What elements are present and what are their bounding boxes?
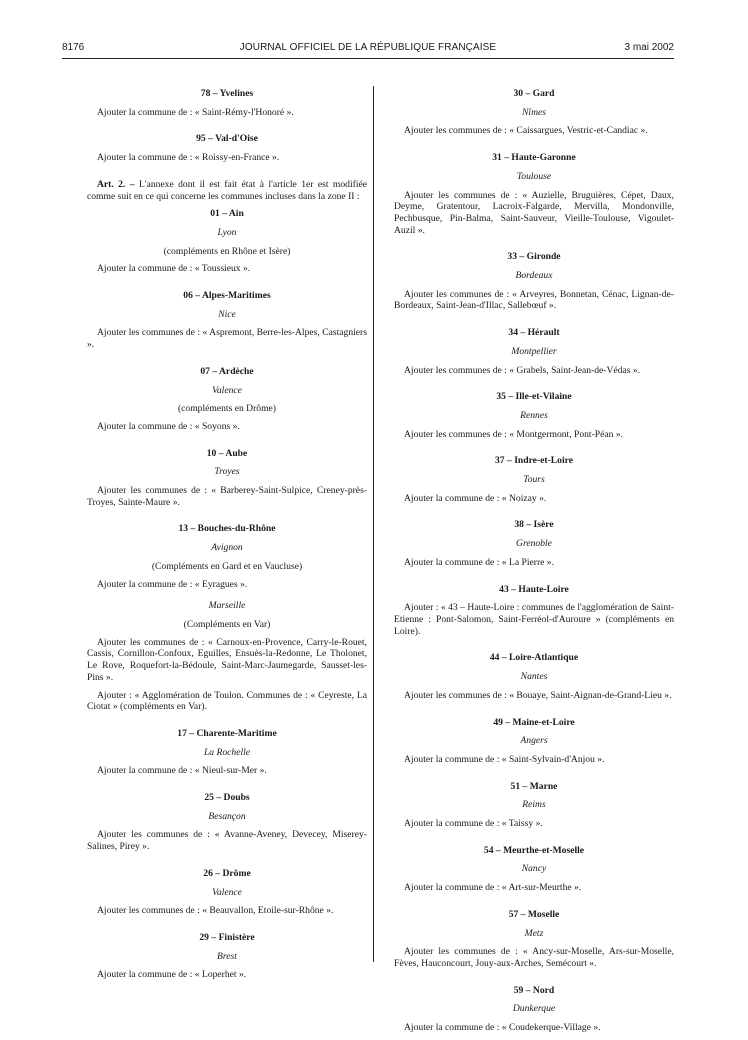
commune-paragraph: Ajouter la commune de : « Nieul-sur-Mer ». bbox=[97, 765, 267, 777]
section-gap bbox=[394, 708, 674, 717]
department-heading: 95 – Val-d'Oise bbox=[196, 133, 258, 145]
commune-paragraph: Ajouter les communes de : « Auzielle, Bruguières, Cépet, Daux, Deyme, Gratentour, Lacroix-Falgarde, Mervilla, Mondonville, Pechbusque, Pin-Balma, Saint-Sauveur, Vieille-Toulouse, Vigoulet-Auzil ». bbox=[394, 189, 674, 236]
column-divider bbox=[373, 86, 374, 962]
section-gap bbox=[87, 357, 367, 366]
city-name: Tours bbox=[523, 474, 545, 486]
city-name: Avignon bbox=[211, 542, 243, 554]
section-gap bbox=[394, 772, 674, 781]
department-heading: 26 – Drôme bbox=[203, 867, 251, 879]
city-name: Marseille bbox=[208, 600, 246, 612]
section-gap bbox=[394, 382, 674, 391]
section-gap bbox=[87, 281, 367, 290]
section-gap bbox=[87, 783, 367, 792]
department-section bbox=[394, 584, 674, 638]
department-section bbox=[87, 792, 367, 853]
complement-note: (compléments en Rhône et Isère) bbox=[163, 245, 291, 257]
department-section bbox=[394, 909, 674, 970]
commune-paragraph: Ajouter les communes de : « Avanne-Aveney, Devecey, Miserey-Salines, Pirey ». bbox=[87, 829, 367, 853]
department-section bbox=[87, 523, 367, 712]
city-name: La Rochelle bbox=[203, 746, 251, 758]
department-section bbox=[394, 519, 674, 568]
department-heading: 38 – Isère bbox=[514, 519, 554, 531]
city-name: Valence bbox=[212, 886, 242, 898]
department-section bbox=[394, 327, 674, 376]
complement-note: (Compléments en Gard et en Vaucluse) bbox=[151, 560, 303, 572]
page-header bbox=[62, 42, 674, 56]
department-section bbox=[394, 652, 674, 701]
section-gap bbox=[394, 143, 674, 152]
city-name: Nîmes bbox=[522, 106, 546, 118]
section-gap bbox=[87, 719, 367, 728]
city-name: Montpellier bbox=[511, 345, 557, 357]
section-gap bbox=[394, 318, 674, 327]
commune-paragraph: Ajouter les communes de : « Bouaye, Saint-Aignan-de-Grand-Lieu ». bbox=[404, 689, 672, 701]
commune-paragraph: Ajouter les communes de : « Montgermont, Pont-Péan ». bbox=[404, 428, 624, 440]
department-section bbox=[87, 728, 367, 777]
commune-paragraph: Ajouter la commune de : « Saint-Rémy-l'Honoré ». bbox=[97, 106, 294, 118]
section-gap bbox=[394, 900, 674, 909]
right-column bbox=[394, 88, 674, 1040]
department-section bbox=[87, 448, 367, 509]
department-section bbox=[394, 251, 674, 312]
left-column bbox=[87, 88, 367, 987]
city-name: Grenoble bbox=[516, 538, 552, 550]
section-gap bbox=[394, 510, 674, 519]
city-name: Nice bbox=[218, 308, 236, 320]
department-section bbox=[394, 152, 674, 236]
complement-note: (compléments en Drôme) bbox=[177, 403, 277, 415]
department-heading: 37 – Indre-et-Loire bbox=[495, 455, 573, 467]
city-name: Metz bbox=[524, 927, 544, 939]
commune-paragraph: Ajouter la commune de : « Roissy-en-France ». bbox=[97, 152, 280, 164]
city-name: Nantes bbox=[520, 671, 548, 683]
journal-title: JOURNAL OFFICIEL DE LA RÉPUBLIQUE FRANÇAISE bbox=[239, 42, 497, 53]
commune-paragraph: Ajouter la commune de : « Coudekerque-Village ». bbox=[404, 1022, 601, 1034]
commune-paragraph: Ajouter la commune de : « Loperhet ». bbox=[97, 969, 247, 981]
department-heading: 25 – Doubs bbox=[204, 792, 250, 804]
department-section bbox=[394, 781, 674, 830]
department-heading: 78 – Yvelines bbox=[200, 88, 254, 99]
department-heading: 31 – Haute-Garonne bbox=[492, 152, 576, 164]
city-name: Rennes bbox=[520, 409, 548, 421]
department-heading: 51 – Marne bbox=[510, 780, 558, 792]
publication-date: 3 mai 2002 bbox=[624, 42, 674, 53]
section-gap bbox=[87, 439, 367, 448]
section-gap bbox=[87, 923, 367, 932]
section-gap bbox=[394, 976, 674, 985]
commune-paragraph: Ajouter les communes de : « Grabels, Saint-Jean-de-Védas ». bbox=[404, 364, 641, 376]
section-gap bbox=[394, 836, 674, 845]
page-number: 8176 bbox=[62, 42, 85, 53]
commune-paragraph: Ajouter les communes de : « Barberey-Saint-Sulpice, Creney-près-Troyes, Sainte-Maure ». bbox=[87, 485, 367, 508]
commune-paragraph: Ajouter les communes de : « Ancy-sur-Moselle, Ars-sur-Moselle, Fèves, Hauconcourt, Jouy-aux-Arches, Semécourt ». bbox=[394, 946, 674, 969]
city-name: Dunkerque bbox=[512, 1003, 556, 1015]
department-heading: 59 – Nord bbox=[513, 984, 555, 996]
department-section bbox=[87, 868, 367, 917]
department-section bbox=[394, 88, 674, 137]
department-section bbox=[87, 88, 367, 118]
section-gap bbox=[87, 170, 367, 179]
department-heading: 07 – Ardèche bbox=[200, 365, 254, 377]
department-section bbox=[394, 391, 674, 440]
department-heading: 17 – Charente-Maritime bbox=[177, 727, 277, 739]
section-gap bbox=[394, 446, 674, 455]
article-text: L'annexe dont il est fait état à l'article 1er est modifiée comme suit en ce qui concerne les communes incluses dans la zone II : bbox=[87, 178, 367, 202]
commune-paragraph: Ajouter la commune de : « Soyons ». bbox=[97, 420, 240, 432]
section-gap bbox=[87, 859, 367, 868]
commune-paragraph: Ajouter les communes de : « Aspremont, Berre-les-Alpes, Castagniers ». bbox=[87, 327, 367, 351]
commune-paragraph: Ajouter la commune de : « Toussieux ». bbox=[97, 263, 251, 275]
commune-paragraph: Ajouter les communes de : « Caissargues, Vestric-et-Candiac ». bbox=[404, 125, 648, 137]
department-heading: 33 – Gironde bbox=[507, 251, 561, 263]
department-section bbox=[87, 179, 367, 202]
section-gap bbox=[394, 643, 674, 652]
section-gap bbox=[394, 575, 674, 584]
department-heading: 54 – Meurthe-et-Moselle bbox=[483, 844, 585, 856]
department-heading: 10 – Aube bbox=[206, 447, 248, 459]
department-section bbox=[394, 455, 674, 504]
section-gap bbox=[394, 242, 674, 251]
department-heading: 30 – Gard bbox=[513, 88, 555, 99]
department-heading: 01 – Ain bbox=[210, 208, 244, 220]
department-section bbox=[87, 932, 367, 981]
commune-paragraph: Ajouter la commune de : « Taissy ». bbox=[404, 818, 543, 830]
city-name: Toulouse bbox=[516, 170, 552, 182]
commune-paragraph: Ajouter : « 43 – Haute-Loire : communes de l'agglomération de Saint-Etienne : Pont-Salomon, Saint-Ferréol-d'Auroure » (compléments en Loire). bbox=[394, 602, 674, 637]
department-section bbox=[87, 366, 367, 433]
commune-paragraph: Ajouter la commune de : « Art-sur-Meurthe ». bbox=[404, 882, 582, 894]
commune-paragraph: Ajouter la commune de : « La Pierre ». bbox=[404, 556, 554, 568]
city-name: Lyon bbox=[217, 226, 237, 238]
city-name: Bordeaux bbox=[515, 270, 553, 282]
department-section bbox=[87, 290, 367, 351]
city-name: Reims bbox=[522, 799, 546, 811]
section-gap bbox=[87, 124, 367, 133]
commune-paragraph: Ajouter les communes de : « Arveyres, Bonnetan, Cénac, Lignan-de-Bordeaux, Saint-Jean-d'Illac, Sallebœuf ». bbox=[394, 288, 674, 312]
department-heading: 43 – Haute-Loire bbox=[499, 583, 569, 595]
department-section bbox=[394, 717, 674, 766]
city-name: Valence bbox=[212, 384, 242, 396]
city-name: Angers bbox=[520, 735, 548, 747]
header-rule bbox=[62, 58, 674, 59]
department-heading: 06 – Alpes-Maritimes bbox=[183, 290, 271, 302]
department-heading: 35 – Ille-et-Vilaine bbox=[496, 391, 572, 403]
article-paragraph bbox=[87, 179, 367, 202]
department-section bbox=[87, 133, 367, 163]
section-gap bbox=[87, 514, 367, 523]
city-name: Troyes bbox=[214, 466, 240, 478]
complement-note: (Compléments en Var) bbox=[183, 618, 271, 630]
commune-paragraph: Ajouter la commune de : « Noizay ». bbox=[404, 492, 547, 504]
commune-paragraph: Ajouter les communes de : « Beauvallon, Etoile-sur-Rhône ». bbox=[97, 905, 334, 917]
commune-paragraph: Ajouter : « Agglomération de Toulon. Communes de : « Ceyreste, La Ciotat » (compléments en Var). bbox=[87, 689, 367, 713]
article-lead: Art. 2. – bbox=[97, 178, 135, 190]
city-name: Nancy bbox=[521, 863, 547, 875]
city-name: Brest bbox=[217, 950, 237, 962]
department-heading: 29 – Finistère bbox=[199, 931, 255, 943]
commune-paragraph: Ajouter les communes de : « Carnoux-en-Provence, Carry-le-Rouet, Cassis, Cornillon-Confoux, Eguilles, Ensuès-la-Redonne, Le Tholonet, Le Rove, Roquefort-la-Bédoule, Saint-Marc-Jaumegarde, Sausset-les-Pins ». bbox=[87, 636, 367, 683]
department-section bbox=[87, 208, 367, 275]
department-section bbox=[394, 845, 674, 894]
department-heading: 57 – Moselle bbox=[508, 908, 560, 920]
department-heading: 49 – Maine-et-Loire bbox=[493, 716, 575, 728]
commune-paragraph: Ajouter la commune de : « Saint-Sylvain-d'Anjou ». bbox=[404, 753, 605, 765]
department-heading: 44 – Loire-Atlantique bbox=[489, 652, 579, 664]
city-name: Besançon bbox=[208, 810, 246, 822]
department-heading: 13 – Bouches-du-Rhône bbox=[178, 523, 276, 535]
department-section bbox=[394, 985, 674, 1034]
department-heading: 34 – Hérault bbox=[508, 327, 560, 339]
commune-paragraph: Ajouter la commune de : « Eyragues ». bbox=[97, 578, 248, 590]
